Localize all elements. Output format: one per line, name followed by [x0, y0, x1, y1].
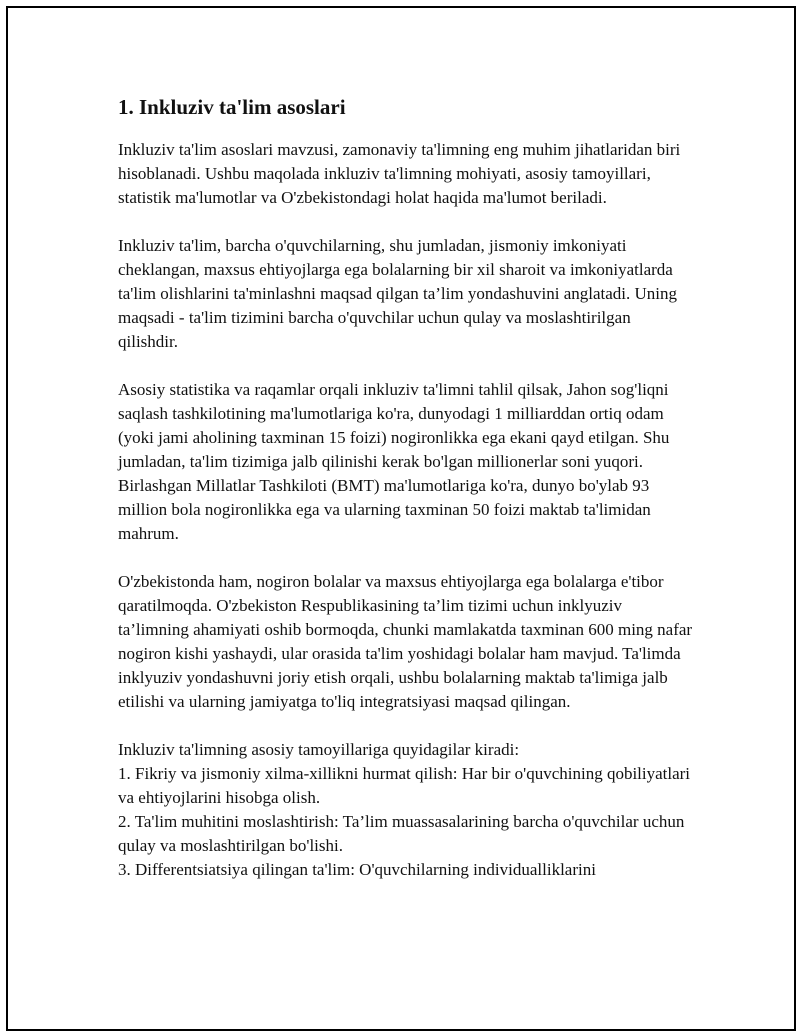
principles-list	[118, 762, 693, 882]
paragraph-intro: Inkluziv ta'lim asoslari mavzusi, zamonaviy ta'limning eng muhim jihatlaridan biri hisoblanadi. Ushbu maqolada inkluziv ta'limning mohiyati, asosiy tamoyillari, statistik ma'lumotlar va O'zbekistondagi holat haqida ma'lumot beriladi.	[118, 140, 681, 207]
paragraph-statistics: Asosiy statistika va raqamlar orqali inkluziv ta'limni tahlil qilsak, Jahon sog'liqni saqlash tashkilotining ma'lumotlariga ko'ra, dunyodagi 1 milliarddan ortiq odam (yoki jami aholining taxminan 15 foizi) nogironlikka ega ekani qayd etilgan. Shu jumladan, ta'lim tizimiga jalb qilinishi kerak bo'lgan millionerlar soni yuqori. Birlashgan Millatlar Tashkiloti (BMT) ma'lumotlariga ko'ra, dunyo bo'ylab 93 million bola nogironlikka ega va ularning taxminan 50 foizi maktab ta'limidan mahrum.	[118, 380, 670, 543]
document-body	[118, 94, 693, 882]
paragraph-definition: Inkluziv ta'lim, barcha o'quvchilarning, shu jumladan, jismoniy imkoniyati cheklangan, maxsus ehtiyojlarga ega bolalarning bir xil sharoit va imkoniyatlarda ta'lim olishlarini ta'minlashni maqsad qilgan ta’lim yondashuvini anglatadi. Uning maqsadi - ta'lim tizimini barcha o'quvchilar uchun qulay va moslashtirilgan qilishdir.	[118, 236, 678, 351]
section-heading: 1. Inkluziv ta'lim asoslari	[118, 95, 346, 119]
principles-intro: Inkluziv ta'limning asosiy tamoyillariga quyidagilar kiradi:	[118, 740, 520, 759]
principle-item: 3. Differentsiatsiya qilingan ta'lim: O'quvchilarning individualliklarini	[118, 860, 596, 879]
principle-item: 1. Fikriy va jismoniy xilma-xillikni hurmat qilish: Har bir o'quvchining qobiliyatlari va ehtiyojlarini hisobga olish.	[118, 764, 691, 807]
principle-item: 2. Ta'lim muhitini moslashtirish: Ta’lim muassasalarining barcha o'quvchilar uchun qulay va moslashtirilgan bo'lishi.	[118, 812, 685, 855]
paragraph-uzbekistan: O'zbekistonda ham, nogiron bolalar va maxsus ehtiyojlarga ega bolalarga e'tibor qaratilmoqda. O'zbekiston Respublikasining ta’lim tizimi uchun inklyuziv ta’limning ahamiyati oshib bormoqda, chunki mamlakatda taxminan 600 ming nafar nogiron kishi yashaydi, ular orasida ta'lim yoshidagi bolalar ham mavjud. Ta'limda inklyuziv yondashuvni joriy etish orqali, ushbu bolalarning maktab ta'limiga jalb etilishi va ularning jamiyatga to'liq integratsiyasi maqsad qilingan.	[118, 572, 693, 711]
